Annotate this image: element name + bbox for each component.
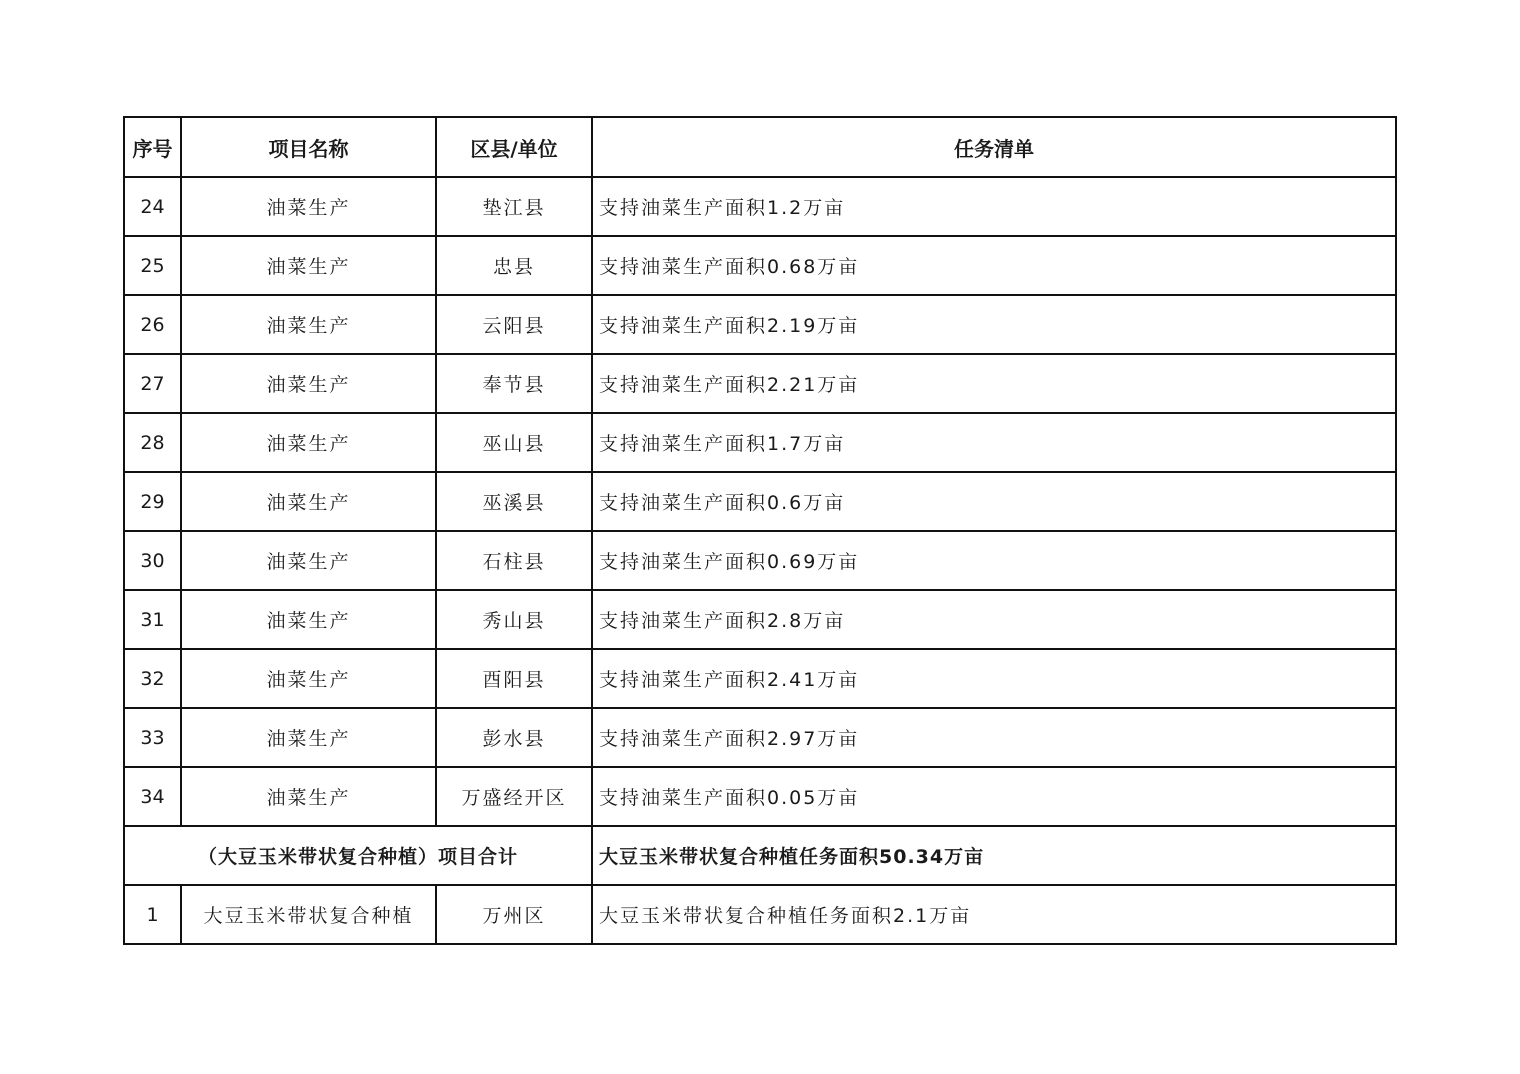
- cell-district-unit: 秀山县: [436, 590, 592, 649]
- header-project-name: 项目名称: [181, 117, 436, 177]
- cell-project-name: 油菜生产: [181, 236, 436, 295]
- cell-no: 32: [124, 649, 181, 708]
- cell-no: 25: [124, 236, 181, 295]
- summary-row: [124, 826, 1396, 885]
- cell-task: 支持油菜生产面积0.05万亩: [592, 767, 1396, 826]
- task-table: [123, 116, 1397, 945]
- table-row: [124, 354, 1396, 413]
- cell-no: 30: [124, 531, 181, 590]
- table-row: [124, 708, 1396, 767]
- table-row: [124, 767, 1396, 826]
- table-row: [124, 295, 1396, 354]
- cell-task: 支持油菜生产面积2.19万亩: [592, 295, 1396, 354]
- table-row: [124, 590, 1396, 649]
- cell-district-unit: 万盛经开区: [436, 767, 592, 826]
- cell-task: 支持油菜生产面积2.8万亩: [592, 590, 1396, 649]
- cell-task: 支持油菜生产面积0.6万亩: [592, 472, 1396, 531]
- header-row: [124, 117, 1396, 177]
- cell-project-name: 油菜生产: [181, 708, 436, 767]
- cell-project-name: 油菜生产: [181, 649, 436, 708]
- header-no: 序号: [124, 117, 181, 177]
- cell-no: 26: [124, 295, 181, 354]
- cell-district-unit: 石柱县: [436, 531, 592, 590]
- task-list-sheet: [123, 116, 1395, 945]
- cell-no: 27: [124, 354, 181, 413]
- header-task-list: 任务清单: [592, 117, 1396, 177]
- cell-project-name: 油菜生产: [181, 590, 436, 649]
- header-district-unit: 区县/单位: [436, 117, 592, 177]
- table-row: [124, 472, 1396, 531]
- cell-task: 大豆玉米带状复合种植任务面积2.1万亩: [592, 885, 1396, 944]
- cell-no: 33: [124, 708, 181, 767]
- table-row: [124, 649, 1396, 708]
- cell-district-unit: 奉节县: [436, 354, 592, 413]
- cell-district-unit: 云阳县: [436, 295, 592, 354]
- cell-district-unit: 垫江县: [436, 177, 592, 236]
- table-row: [124, 177, 1396, 236]
- cell-task: 支持油菜生产面积1.2万亩: [592, 177, 1396, 236]
- cell-task: 支持油菜生产面积2.41万亩: [592, 649, 1396, 708]
- cell-no: 31: [124, 590, 181, 649]
- cell-project-name: 油菜生产: [181, 177, 436, 236]
- cell-task: 支持油菜生产面积2.21万亩: [592, 354, 1396, 413]
- cell-project-name: 油菜生产: [181, 531, 436, 590]
- cell-task: 支持油菜生产面积1.7万亩: [592, 413, 1396, 472]
- cell-district-unit: 巫山县: [436, 413, 592, 472]
- table-row: [124, 236, 1396, 295]
- cell-district-unit: 万州区: [436, 885, 592, 944]
- cell-project-name: 油菜生产: [181, 472, 436, 531]
- cell-task: 支持油菜生产面积0.69万亩: [592, 531, 1396, 590]
- cell-project-name: 油菜生产: [181, 295, 436, 354]
- cell-district-unit: 酉阳县: [436, 649, 592, 708]
- table-row: [124, 885, 1396, 944]
- cell-no: 24: [124, 177, 181, 236]
- table-row: [124, 531, 1396, 590]
- cell-district-unit: 巫溪县: [436, 472, 592, 531]
- cell-district-unit: 彭水县: [436, 708, 592, 767]
- summary-label: （大豆玉米带状复合种植）项目合计: [124, 826, 592, 885]
- cell-district-unit: 忠县: [436, 236, 592, 295]
- cell-task: 支持油菜生产面积0.68万亩: [592, 236, 1396, 295]
- cell-project-name: 大豆玉米带状复合种植: [181, 885, 436, 944]
- cell-no: 1: [124, 885, 181, 944]
- cell-project-name: 油菜生产: [181, 354, 436, 413]
- cell-no: 28: [124, 413, 181, 472]
- cell-no: 34: [124, 767, 181, 826]
- cell-no: 29: [124, 472, 181, 531]
- cell-project-name: 油菜生产: [181, 413, 436, 472]
- table-row: [124, 413, 1396, 472]
- summary-task: 大豆玉米带状复合种植任务面积50.34万亩: [592, 826, 1396, 885]
- cell-project-name: 油菜生产: [181, 767, 436, 826]
- cell-task: 支持油菜生产面积2.97万亩: [592, 708, 1396, 767]
